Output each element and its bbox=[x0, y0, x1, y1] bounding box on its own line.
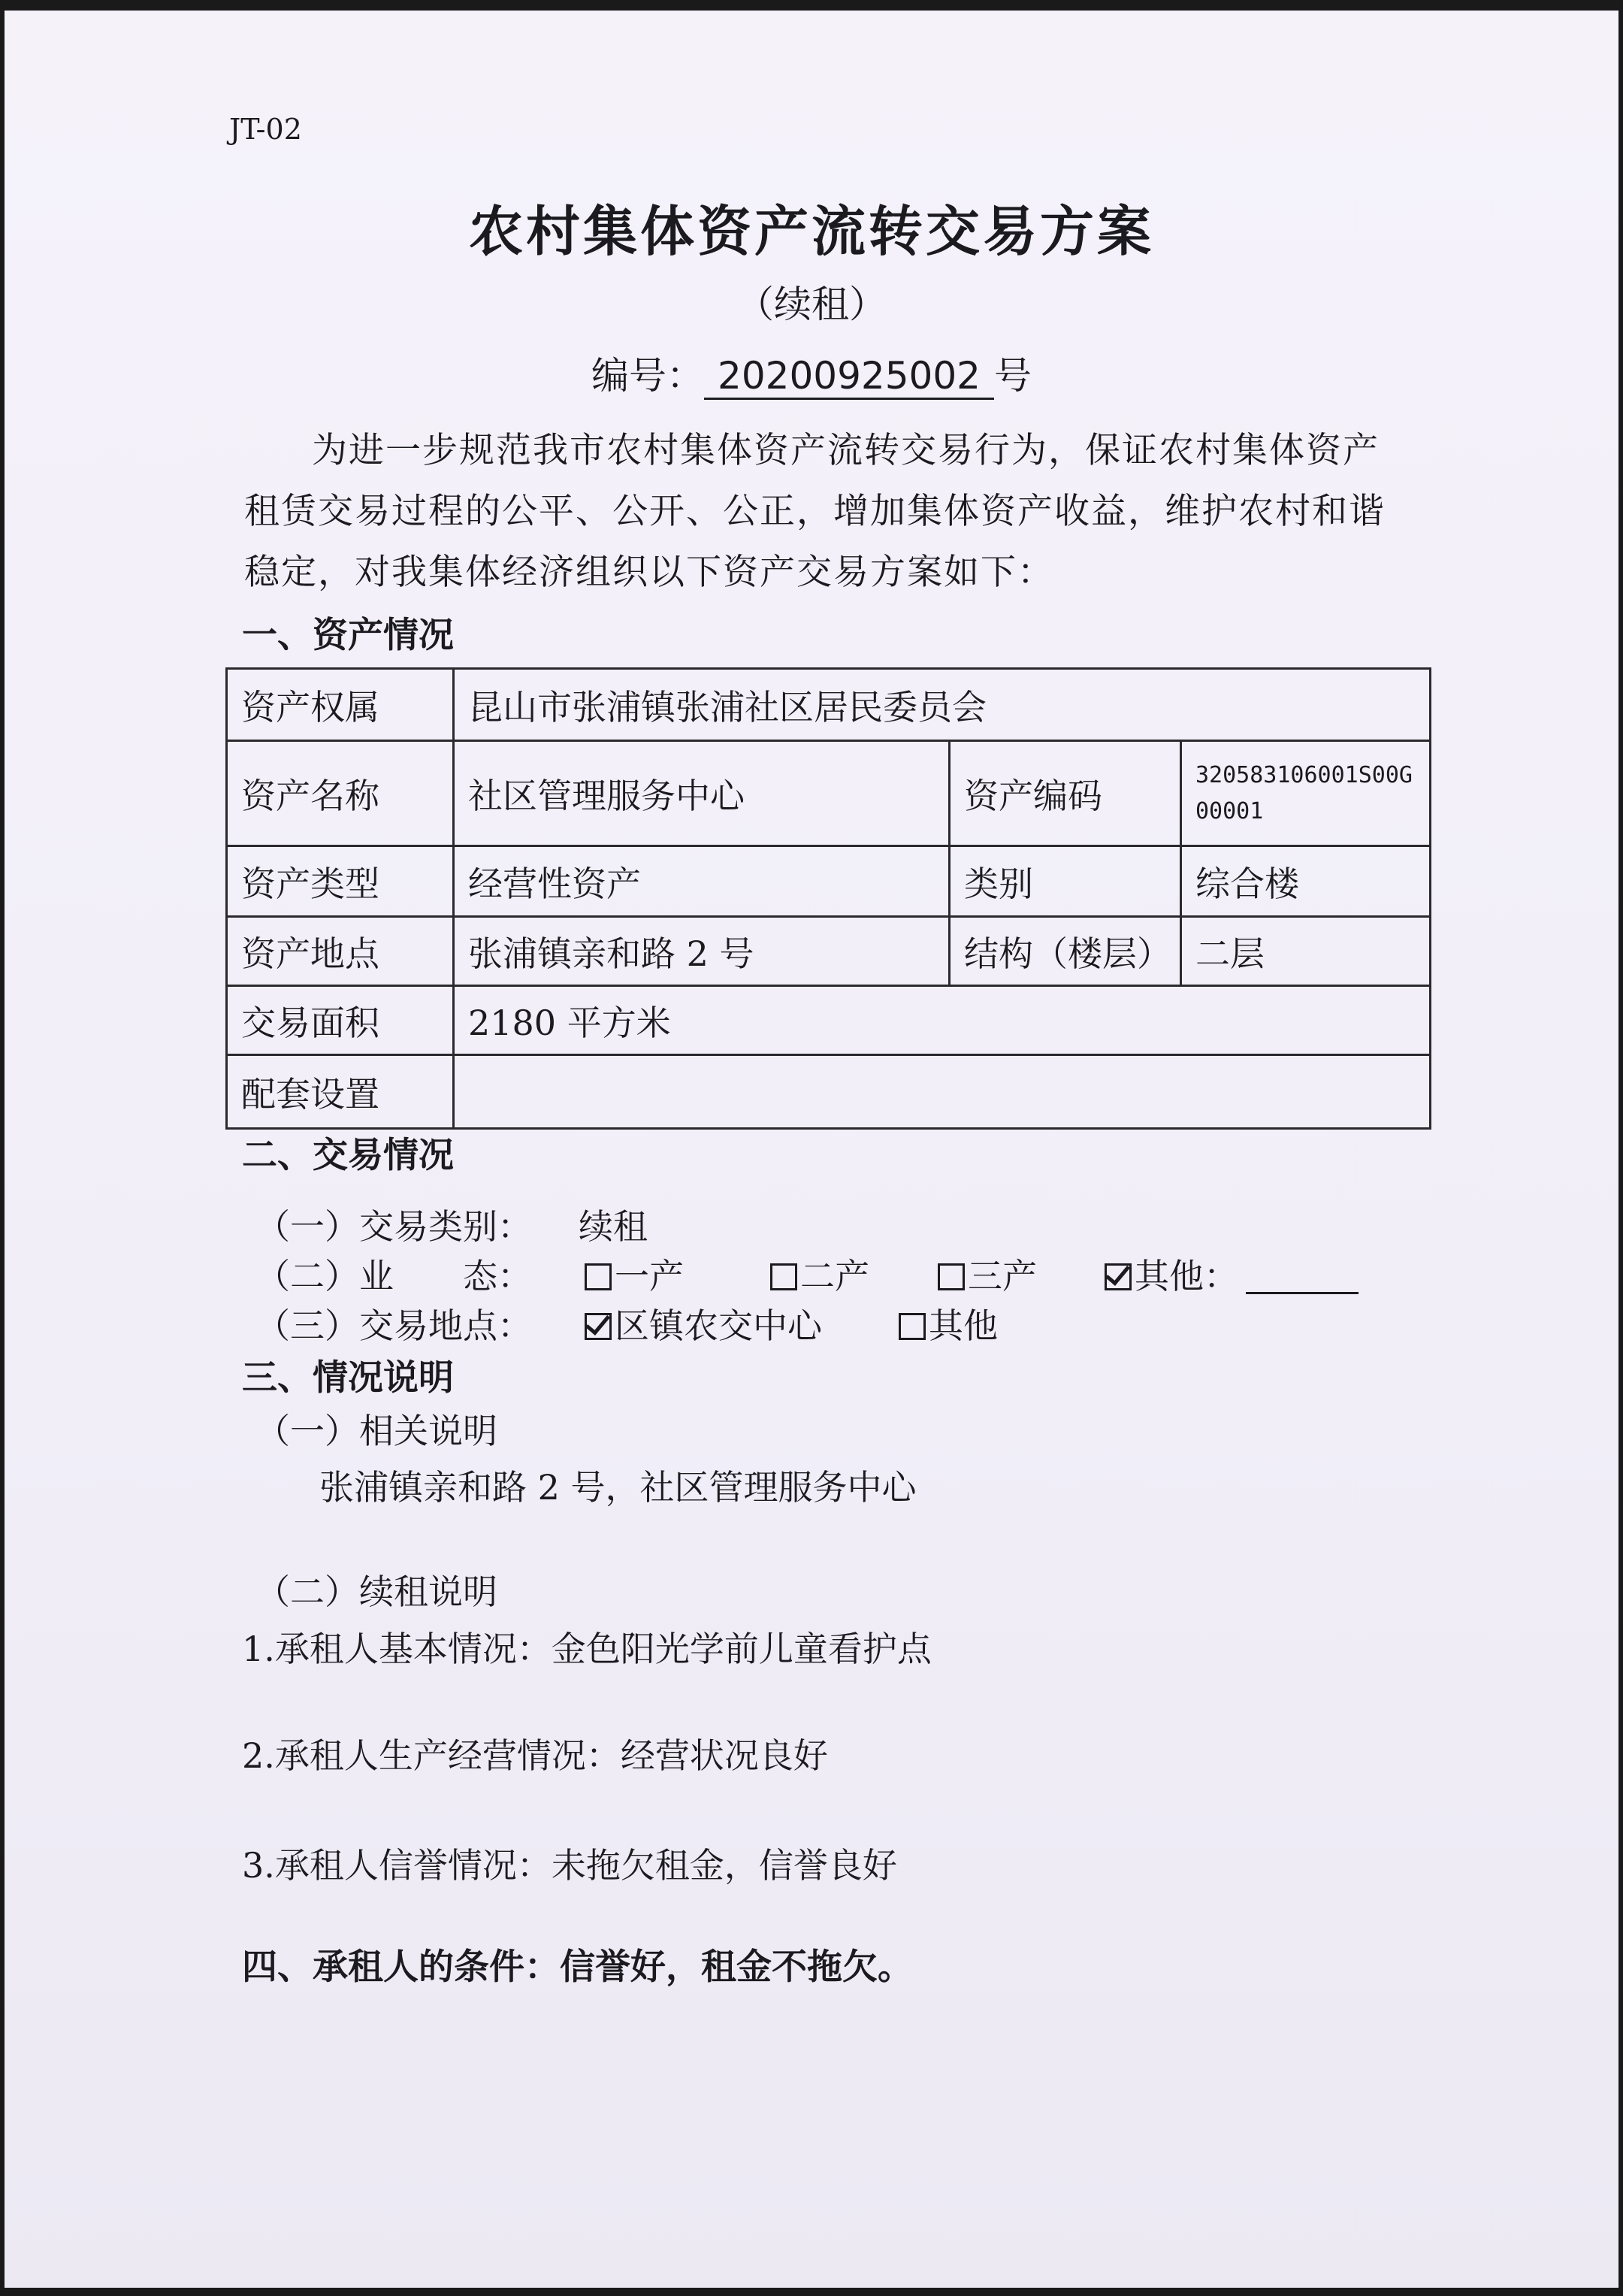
checked-checkbox-icon bbox=[585, 1313, 612, 1340]
number-value: 20200925002 bbox=[704, 354, 994, 400]
industry-label: （二）业 态： bbox=[255, 1256, 532, 1296]
category-label: 类别 bbox=[950, 846, 1181, 917]
table-row bbox=[227, 846, 1431, 917]
owner-value: 昆山市张浦镇张浦社区居民委员会 bbox=[454, 669, 1431, 741]
table-row bbox=[227, 669, 1431, 741]
section4-heading: 四、承租人的条件：信誉好，租金不拖欠。 bbox=[242, 1947, 913, 1988]
checkbox-icon bbox=[899, 1313, 926, 1340]
table-row bbox=[227, 1055, 1431, 1129]
owner-label: 资产权属 bbox=[227, 669, 454, 741]
section2-heading: 二、交易情况 bbox=[242, 1135, 454, 1176]
asset-table bbox=[225, 667, 1431, 1130]
facilities-value bbox=[454, 1055, 1431, 1129]
intro-line-2: 租赁交易过程的公平、公开、公正，增加集体资产收益，维护农村和谐 bbox=[244, 491, 1386, 532]
structure-value: 二层 bbox=[1181, 917, 1431, 986]
trade-kind-label: （一）交易类别： bbox=[255, 1206, 532, 1247]
number-label: 编号： bbox=[591, 354, 705, 398]
number-suffix: 号 bbox=[993, 354, 1032, 398]
location-value: 张浦镇亲和路 2 号 bbox=[454, 917, 950, 986]
fill-in-blank[interactable] bbox=[1246, 1262, 1359, 1294]
intro-line-3: 稳定，对我集体经济组织以下资产交易方案如下： bbox=[244, 552, 1054, 593]
renew-item-1: 1.承租人基本情况：金色阳光学前儿童看护点 bbox=[242, 1629, 932, 1669]
place-label: （三）交易地点： bbox=[255, 1305, 532, 1346]
related-label: （一）相关说明 bbox=[255, 1411, 497, 1451]
document-code: JT-02 bbox=[229, 113, 302, 146]
related-text: 张浦镇亲和路 2 号，社区管理服务中心 bbox=[319, 1467, 917, 1508]
checkbox-icon bbox=[585, 1263, 612, 1290]
location-label: 资产地点 bbox=[227, 917, 454, 986]
type-value: 经营性资产 bbox=[454, 846, 950, 917]
code-value: 320583106001S00G00001 bbox=[1181, 741, 1431, 846]
section3-heading: 三、情况说明 bbox=[242, 1357, 454, 1399]
page-title: 农村集体资产流转交易方案 bbox=[468, 199, 1154, 263]
place-option-other[interactable]: 其他 bbox=[899, 1299, 998, 1348]
table-row bbox=[227, 741, 1431, 846]
facilities-label: 配套设置 bbox=[227, 1055, 454, 1129]
table-row bbox=[227, 917, 1431, 986]
industry-option-3[interactable]: 三产 bbox=[938, 1249, 1037, 1299]
page-subtitle: （续租） bbox=[736, 283, 887, 326]
industry-option-2[interactable]: 二产 bbox=[770, 1249, 869, 1299]
name-label: 资产名称 bbox=[227, 741, 454, 846]
renew-item-2: 2.承租人生产经营情况：经营状况良好 bbox=[242, 1735, 828, 1776]
type-label: 资产类型 bbox=[227, 846, 454, 917]
section1-heading: 一、资产情况 bbox=[242, 615, 454, 656]
industry-option-other[interactable]: 其他： bbox=[1105, 1249, 1359, 1299]
checkbox-icon bbox=[770, 1263, 797, 1290]
intro-line-1: 为进一步规范我市农村集体资产流转交易行为，保证农村集体资产 bbox=[312, 430, 1380, 471]
industry-option-1[interactable]: 一产 bbox=[585, 1249, 684, 1299]
area-label: 交易面积 bbox=[227, 986, 454, 1055]
renew-label: （二）续租说明 bbox=[255, 1572, 497, 1612]
code-label: 资产编码 bbox=[950, 741, 1181, 846]
structure-label: 结构（楼层） bbox=[950, 917, 1181, 986]
name-value: 社区管理服务中心 bbox=[454, 741, 950, 846]
document-number bbox=[0, 346, 1623, 400]
place-option-center[interactable]: 区镇农交中心 bbox=[585, 1299, 822, 1348]
checked-checkbox-icon bbox=[1105, 1263, 1132, 1290]
checkbox-icon bbox=[938, 1263, 965, 1290]
renew-item-3: 3.承租人信誉情况：未拖欠租金，信誉良好 bbox=[242, 1845, 897, 1886]
trade-kind-value: 续租 bbox=[579, 1206, 648, 1247]
area-value: 2180 平方米 bbox=[454, 986, 1431, 1055]
category-value: 综合楼 bbox=[1181, 846, 1431, 917]
table-row bbox=[227, 986, 1431, 1055]
